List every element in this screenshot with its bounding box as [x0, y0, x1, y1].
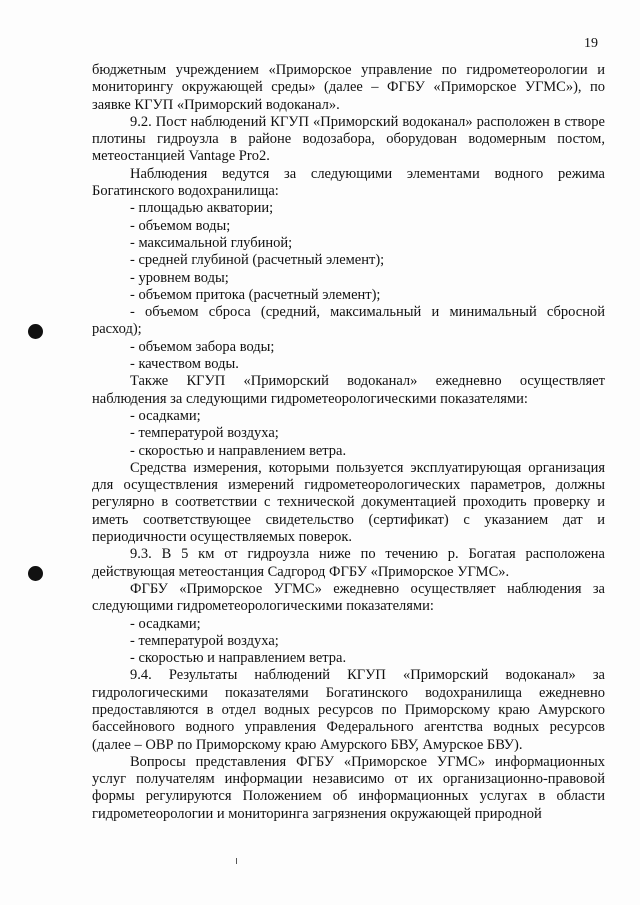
list-item: - объемом воды; [130, 217, 231, 234]
paragraph: 9.2. Пост наблюдений КГУП «Приморский водоканал» расположен в створе плотины гидроузла в районе водозабора, оборудован водомерным постом, метеостанцией Vantage Pro2. [92, 113, 605, 165]
scan-artifact-mark [236, 858, 237, 864]
paragraph: Также КГУП «Приморский водоканал» ежедневно осуществляет наблюдения за следующими гидрометеорологическими показателями: [92, 373, 605, 407]
paragraph: Средства измерения, которыми пользуется эксплуатирующая организация для осуществления измерений гидрометеорологических параметров, должны регулярно в соответствии с технической документацией проходить проверку и иметь соответствующее свидетельство (сертификат) с указанием дат и периодичности осуществляемых поверок. [92, 459, 605, 546]
list-item: - температурой воздуха; [130, 632, 279, 649]
document-body [92, 62, 605, 823]
list-item: - объемом забора воды; [130, 338, 275, 355]
list-item: - скоростью и направлением ветра. [130, 442, 347, 459]
paragraph: ФГБУ «Приморское УГМС» ежедневно осуществляет наблюдения за следующими гидрометеорологическими показателями: [92, 580, 605, 615]
list-hydromet-indicators [92, 408, 605, 460]
binder-hole-mark [28, 566, 43, 581]
paragraph: 9.4. Результаты наблюдений КГУП «Приморский водоканал» за гидрологическими показателями Богатинского водохранилища ежедневно предоставляются в отдел водных ресурсов по Приморскому краю Амурского бассейнового водного управления Федерального агентства водных ресурсов (далее – ОВР по Приморскому краю Амурского БВУ, Амурское БВУ). [92, 667, 605, 753]
list-item: - объемом притока (расчетный элемент); [130, 286, 381, 303]
list-item: - осадками; [130, 615, 201, 632]
list-item: - качеством воды. [130, 356, 239, 373]
binder-hole-mark [28, 324, 43, 339]
paragraph: бюджетным учреждением «Приморское управление по гидрометеорологии и мониторингу окружающей среды» (далее – ФГБУ «Приморское УГМС»), по заявке КГУП «Приморский водоканал». [92, 62, 605, 113]
list-item: - средней глубиной (расчетный элемент); [130, 252, 385, 269]
list-item: - осадками; [130, 407, 201, 424]
list-item: - температурой воздуха; [130, 425, 279, 442]
list-water-regime-elements [92, 200, 605, 373]
paragraph: 9.3. В 5 км от гидроузла ниже по течению р. Богатая расположена действующая метеостанция Садгород ФГБУ «Приморское УГМС». [92, 546, 605, 580]
list-item: - объемом сброса (средний, максимальный и минимальный сбросной расход); [92, 304, 605, 338]
list-item: - максимальной глубиной; [130, 234, 293, 251]
list-item: - уровнем воды; [130, 269, 229, 286]
page-number: 19 [584, 36, 598, 51]
list-hydromet-indicators-ugms [92, 616, 605, 668]
paragraph: Наблюдения ведутся за следующими элементами водного режима Богатинского водохранилища: [92, 165, 605, 200]
paragraph: Вопросы представления ФГБУ «Приморское УГМС» информационных услуг получателям информации независимо от их организационно-правовой формы регулируются Положением об информационных услугах в области гидрометеорологии и мониторинга загрязнения окружающей природной [92, 753, 605, 822]
list-item: - скоростью и направлением ветра. [130, 650, 347, 667]
list-item: - площадью акватории; [130, 200, 274, 217]
